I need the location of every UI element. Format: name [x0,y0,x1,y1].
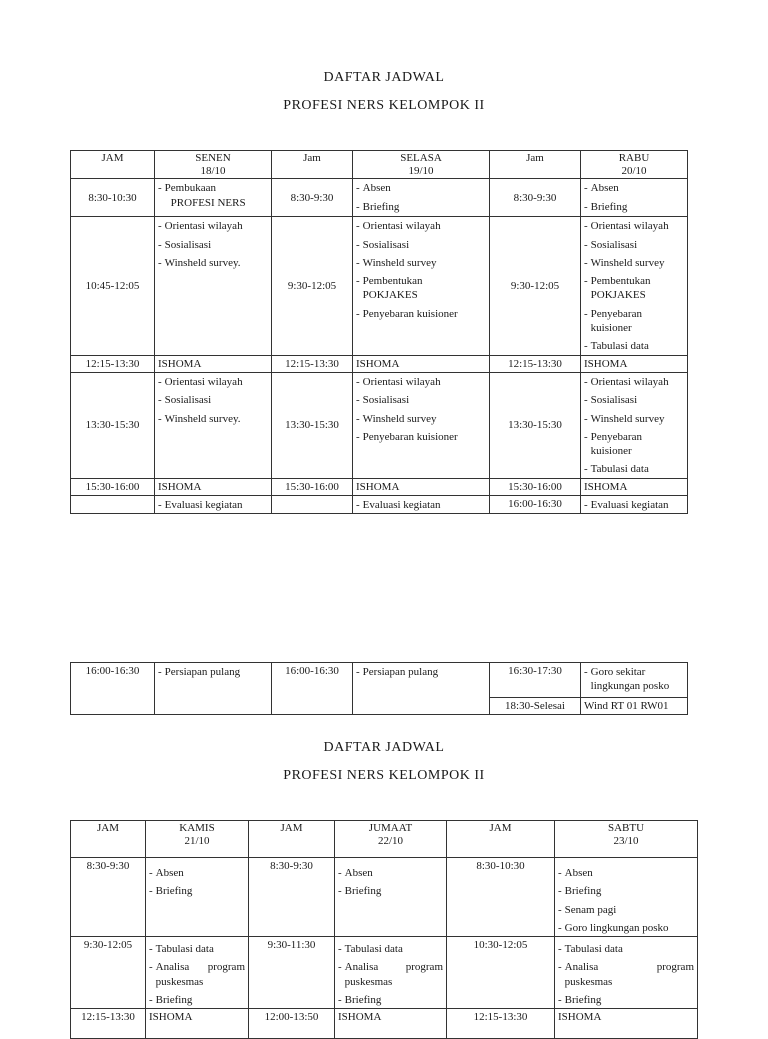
item-text: Tabulasi data [344,943,403,956]
list-item: - Sosialisasi [356,238,486,252]
activity-cell [353,217,490,355]
header-sabtu [555,821,698,858]
item-text: Briefing [564,994,602,1007]
time-cell: 16:00-16:30 [71,663,155,715]
activity-cell: ISHOMA [353,355,490,372]
list-item: - Penyebaran kuisioner [584,430,684,459]
header-jam: Jam [490,151,581,179]
activity-cell [581,496,688,514]
item-text: Pembentukan [362,275,423,288]
item-text: Briefing [344,994,382,1007]
time-cell: 8:30-10:30 [71,179,155,217]
table-header-row [71,821,698,858]
activity-cell: ISHOMA [335,1009,447,1039]
list-item: - Goro sekitar lingkungan posko [584,665,684,694]
activity-cell [353,663,490,715]
time-cell: 8:30-9:30 [490,179,581,217]
activity-cell: ISHOMA [353,478,490,495]
header-selasa [353,151,490,179]
item-text: Penyebaran kuisioner [362,430,458,443]
time-cell: 10:30-12:05 [447,937,555,1009]
time-cell: 12:15-13:30 [71,1009,146,1039]
item-text: kuisioner [590,322,632,335]
time-cell: 9:30-12:05 [71,937,146,1009]
item-text: Goro sekitar [590,666,646,678]
table-row [71,372,688,478]
list-item: - Pembukaan PROFESI NERS [158,181,268,210]
list-item: - Winsheld survey [356,256,486,270]
list-item: - Penyebaran kuisioner [356,307,486,321]
list-item: - Persiapan pulang [356,665,486,679]
list-item: - Winsheld survey [584,256,684,270]
item-text: Winsheld survey [362,256,437,269]
table-row [71,478,688,495]
item-text: Sosialisasi [590,238,638,251]
item-text: Sosialisasi [362,238,410,251]
list-item: - Analisa program puskesmas [338,961,443,988]
list-item: - Persiapan pulang [158,665,268,679]
time-cell: 8:30-10:30 [447,858,555,937]
item-text: Briefing [155,994,193,1007]
list-item: - Briefing [356,200,486,214]
item-text: Sosialisasi [362,394,410,407]
header-jam: JAM [71,821,146,858]
table-header-row [71,151,688,179]
item-text: Analisa [564,961,599,974]
time-cell: 15:30-16:00 [490,478,581,495]
item-text: Briefing [590,200,628,213]
list-item: - Evaluasi kegiatan [356,498,486,512]
schedule-title: DAFTAR JADWAL [323,70,445,85]
list-item: - Analisa program puskesmas [149,961,245,988]
item-text: Winsheld survey [590,412,665,425]
item-text: Absen [344,867,373,879]
item-text: Tabulasi data [590,340,649,353]
list-item: - Briefing [558,993,694,1007]
header-senen [155,151,272,179]
item-text: PROFESI NERS [170,196,246,209]
item-text: Goro lingkungan posko [564,921,669,934]
item-text: Orientasi wilayah [164,220,243,233]
table-row [71,217,688,355]
date-label: 20/10 [621,164,647,177]
day-label: RABU [618,152,650,164]
list-item: - Winsheld survey. [158,256,268,270]
item-text: Evaluasi kegiatan [590,499,669,512]
item-text: program [656,961,694,974]
time-cell: 12:00-13:50 [249,1009,335,1039]
item-text: Senam pagi [564,903,617,916]
list-item: - Winsheld survey [584,412,684,426]
list-item: - Tabulasi data [338,942,443,956]
activity-cell: ISHOMA [155,355,272,372]
time-cell: 13:30-15:30 [272,372,353,478]
time-cell: 15:30-16:00 [272,478,353,495]
activity-cell: ISHOMA [146,1009,249,1039]
date-label: 21/10 [184,834,210,847]
item-text: Evaluasi kegiatan [164,499,243,512]
header-jam: JAM [447,821,555,858]
list-item: - Briefing [149,884,245,898]
list-item: - Orientasi wilayah [158,219,268,233]
item-text: Sosialisasi [164,394,212,407]
date-label: 22/10 [377,834,404,847]
activity-cell [581,372,688,478]
list-item: - Briefing [338,884,443,898]
time-cell: 10:45-12:05 [71,217,155,355]
activity-cell [155,217,272,355]
item-text: Winsheld survey [362,412,437,425]
list-item: - Evaluasi kegiatan [158,498,268,512]
time-cell: 9:30-12:05 [272,217,353,355]
item-text: Orientasi wilayah [590,375,669,388]
activity-cell [353,179,490,217]
list-item: - Tabulasi data [149,942,245,956]
day-label: SELASA [400,152,442,164]
list-item: - Sosialisasi [584,393,684,407]
list-item: - Tabulasi data [558,942,694,956]
item-text: puskesmas [155,975,204,988]
list-item: - Briefing [558,884,694,898]
schedule-table-continuation [70,662,688,715]
activity-cell [155,372,272,478]
time-cell: 9:30-12:05 [490,217,581,355]
day-label: SENEN [195,152,231,164]
list-item: - Briefing [584,200,684,214]
activity-cell [155,179,272,217]
list-item: - Evaluasi kegiatan [584,498,684,512]
activity-cell: ISHOMA [581,478,688,495]
activity-cell [335,858,447,937]
date-label: 19/10 [408,164,434,177]
list-item: - Analisa program puskesmas [558,961,694,988]
list-item: - Absen [558,866,694,880]
time-cell: 8:30-9:30 [272,179,353,217]
activity-cell [581,663,688,698]
header-jam: JAM [71,151,155,179]
table-row [71,355,688,372]
item-text: Briefing [564,885,602,898]
list-item: - Tabulasi data [584,339,684,353]
date-label: 23/10 [613,834,639,847]
schedule-title: DAFTAR JADWAL [323,740,445,755]
time-cell: 16:00-16:30 [490,496,581,514]
header-jumaat [335,821,447,858]
item-text: Tabulasi data [155,943,214,956]
header-jam: JAM [249,821,335,858]
activity-cell [146,937,249,1009]
activity-cell [155,496,272,514]
list-item: - Absen [356,181,486,195]
activity-cell: ISHOMA [155,478,272,495]
schedule-table-week2 [70,820,698,1039]
list-item: - Pembentukan POKJAKES [356,274,486,303]
list-item: - Briefing [149,993,245,1007]
item-text: Sosialisasi [590,394,638,407]
day-label: SABTU [607,822,645,834]
activity-cell [581,179,688,217]
item-text: Absen [362,182,391,195]
item-text: Briefing [155,885,193,898]
activity-cell [555,937,698,1009]
day-label: KAMIS [179,822,215,834]
item-text: puskesmas [564,975,613,988]
item-text: Persiapan pulang [362,666,439,678]
list-item: - Absen [338,866,443,880]
activity-cell [353,496,490,514]
date-label: 18/10 [200,164,226,177]
activity-cell: ISHOMA [581,355,688,372]
list-item: - Sosialisasi [158,238,268,252]
item-text: Briefing [362,200,400,213]
item-text: Persiapan pulang [164,666,241,678]
item-text: Penyebaran kuisioner [362,307,458,320]
item-text: Tabulasi data [590,463,649,476]
list-item: - Senam pagi [558,903,694,917]
item-text: Absen [564,867,593,879]
list-item: - Briefing [338,993,443,1007]
time-cell: 13:30-15:30 [71,372,155,478]
header-rabu [581,151,688,179]
item-text: Orientasi wilayah [590,220,669,233]
list-item: - Penyebaran kuisioner [356,430,486,444]
list-item: - Orientasi wilayah [158,375,268,389]
item-text: Absen [590,182,619,195]
day-label: JUMAAT [368,822,413,834]
time-cell: 8:30-9:30 [71,858,146,937]
header-jam: Jam [272,151,353,179]
list-item: - Absen [149,866,245,880]
item-text: Winsheld survey. [164,412,241,425]
time-cell: 18:30-Selesai [490,698,581,715]
table-row [71,858,698,937]
time-cell: 9:30-11:30 [249,937,335,1009]
item-text: Orientasi wilayah [164,375,243,388]
time-cell: 8:30-9:30 [249,858,335,937]
item-text: Winsheld survey. [164,256,241,269]
list-item: - Tabulasi data [584,462,684,476]
item-text: Pembukaan [164,182,216,195]
activity-cell [155,663,272,715]
list-item: - Orientasi wilayah [584,375,684,389]
list-item: - Orientasi wilayah [356,375,486,389]
item-text: Tabulasi data [564,943,623,956]
item-text: Penyebaran [590,430,642,443]
time-cell: 15:30-16:00 [71,478,155,495]
item-text: Analisa [155,961,190,974]
activity-cell: ISHOMA [555,1009,698,1039]
list-item: - Goro lingkungan posko [558,921,694,935]
list-item: - Orientasi wilayah [584,219,684,233]
list-item: - Winsheld survey [356,412,486,426]
table-row [71,496,688,514]
item-text: Winsheld survey [590,256,665,269]
time-cell: 12:15-13:30 [447,1009,555,1039]
header-kamis [146,821,249,858]
schedule-table-week1 [70,150,688,514]
item-text: Penyebaran [590,307,642,320]
list-item: - Sosialisasi [158,393,268,407]
item-text: Orientasi wilayah [362,375,441,388]
time-cell [272,496,353,514]
schedule-subtitle: PROFESI NERS KELOMPOK II [283,98,485,113]
list-item: - Pembentukan POKJAKES [584,274,684,303]
list-item: - Absen [584,181,684,195]
activity-cell [581,217,688,355]
item-text: lingkungan posko [590,680,670,693]
item-text: POKJAKES [362,289,418,302]
time-cell: 12:15-13:30 [71,355,155,372]
item-text: program [207,961,245,974]
schedule-subtitle: PROFESI NERS KELOMPOK II [283,768,485,783]
item-text: kuisioner [590,445,632,458]
time-cell: 13:30-15:30 [490,372,581,478]
time-cell: 16:00-16:30 [272,663,353,715]
item-text: Absen [155,867,184,879]
time-cell: 12:15-13:30 [490,355,581,372]
table-row [71,663,688,698]
activity-cell: Wind RT 01 RW01 [581,698,688,715]
item-text: Analisa [344,961,379,974]
time-cell [71,496,155,514]
time-cell: 12:15-13:30 [272,355,353,372]
list-item: - Winsheld survey. [158,412,268,426]
activity-cell [555,858,698,937]
list-item: - Orientasi wilayah [356,219,486,233]
item-text: Pembentukan [590,275,651,288]
time-cell: 16:30-17:30 [490,663,581,698]
list-item: - Sosialisasi [356,393,486,407]
table-row [71,937,698,1009]
item-text: POKJAKES [590,289,646,302]
item-text: program [405,961,443,974]
activity-cell [335,937,447,1009]
activity-cell [146,858,249,937]
activity-cell [353,372,490,478]
item-text: Orientasi wilayah [362,220,441,233]
table-row [71,179,688,217]
item-text: puskesmas [344,975,393,988]
item-text: Briefing [344,885,382,898]
item-text: Sosialisasi [164,238,212,251]
item-text: Evaluasi kegiatan [362,499,441,512]
list-item: - Sosialisasi [584,238,684,252]
list-item: - Penyebaran kuisioner [584,307,684,336]
